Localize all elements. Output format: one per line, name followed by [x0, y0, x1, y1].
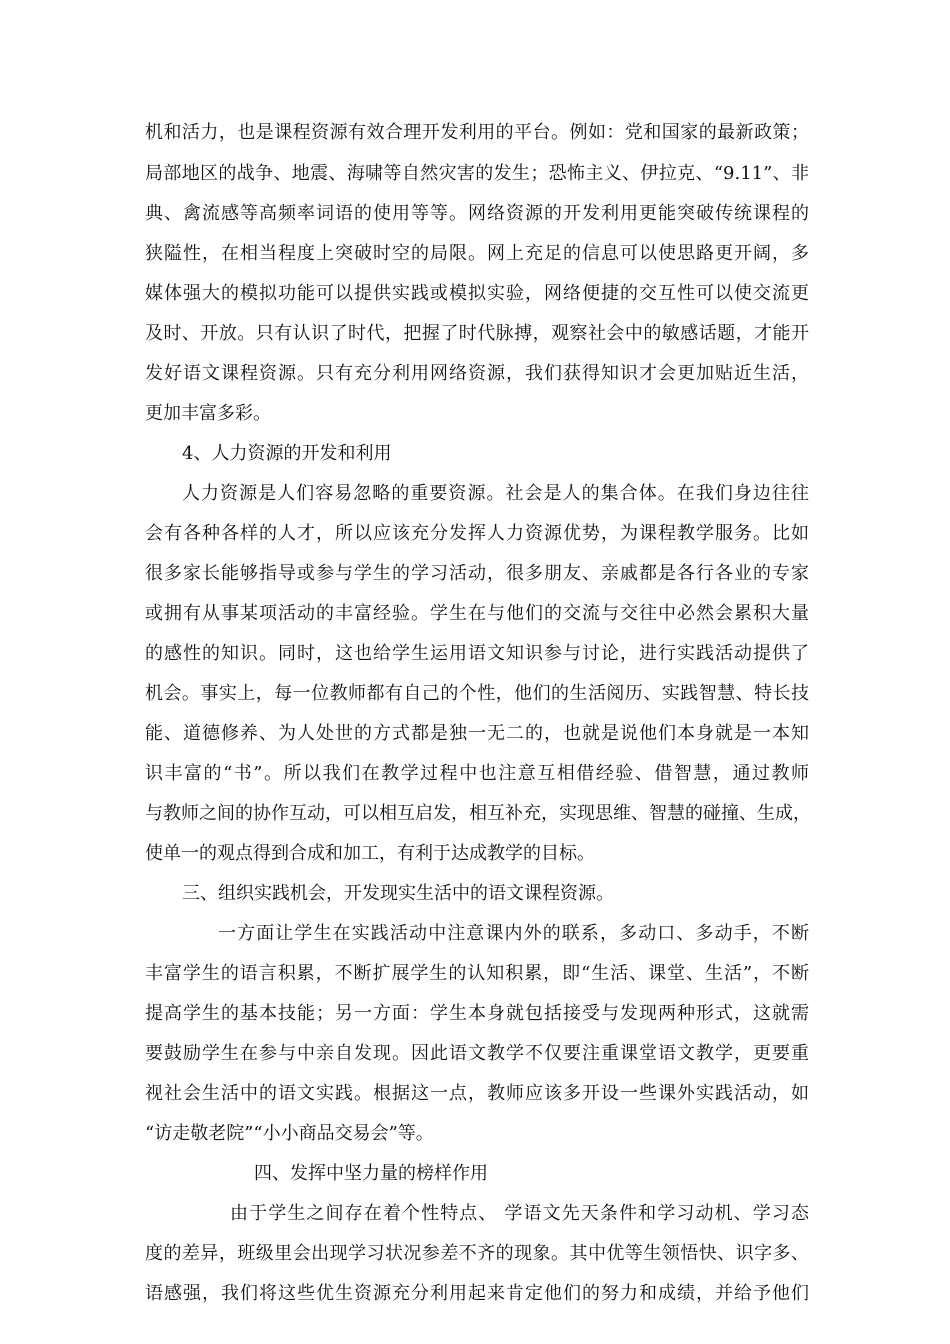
text-line: 人力资源是人们容易忽略的重要资源。社会是人的集合体。在我们身边往往 [182, 483, 809, 504]
section-heading: 三、组织实践机会，开发现实生活中的语文课程资源。 [182, 883, 614, 904]
text-line: “访走敬老院”“小小商品交易会”等。 [145, 1123, 434, 1144]
text-line: 或拥有从事某项活动的丰富经验。学生在与他们的交流与交往中必然会累积大量 [145, 603, 809, 624]
text-line: 要鼓励学生在参与中亲自发现。因此语文教学不仅要注重课堂语文教学，更要重 [145, 1043, 809, 1064]
text-line: 语感强，我们将这些优生资源充分利用起来肯定他们的努力和成绩，并给予他们 [145, 1283, 809, 1304]
text-line: 典、禽流感等高频率词语的使用等等。网络资源的开发利用更能突破传统课程的 [145, 203, 809, 224]
text-line: 狭隘性，在相当程度上突破时空的局限。网上充足的信息可以使思路更开阔，多 [145, 243, 809, 264]
text-line: 度的差异，班级里会出现学习状况参差不齐的现象。其中优等生领悟快、识字多、 [145, 1243, 809, 1264]
text-line: 与教师之间的协作互动，可以相互启发，相互补充，实现思维、智慧的碰撞、生成， [145, 803, 811, 824]
text-line: 局部地区的战争、地震、海啸等自然灾害的发生；恐怖主义、伊拉克、“9.11”、非 [145, 163, 809, 184]
text-line: 很多家长能够指导或参与学生的学习活动，很多朋友、亲戚都是各行各业的专家 [145, 563, 809, 584]
text-line: 由于学生之间存在着个性特点、 学语文先天条件和学习动机、学习态 [230, 1203, 809, 1224]
text-line: 提高学生的基本技能；另一方面：学生本身就包括接受与发现两种形式，这就需 [145, 1003, 809, 1024]
text-line: 识丰富的“书”。所以我们在教学过程中也注意互相借经验、借智慧，通过教师 [145, 763, 809, 784]
text-line: 会有各种各样的人才，所以应该充分发挥人力资源优势，为课程教学服务。比如 [145, 523, 809, 544]
text-line: 机和活力，也是课程资源有效合理开发利用的平台。例如：党和国家的最新政策； [145, 122, 809, 143]
section-heading: 4、人力资源的开发和利用 [182, 443, 392, 464]
text-line: 发好语文课程资源。只有充分利用网络资源，我们获得知识才会更加贴近生活， [145, 363, 809, 384]
text-line: 视社会生活中的语文实践。根据这一点，教师应该多开设一些课外实践活动，如 [145, 1083, 809, 1104]
text-line: 媒体强大的模拟功能可以提供实践或模拟实验，网络便捷的交互性可以使交流更 [145, 283, 809, 304]
section-heading: 四、发挥中坚力量的榜样作用 [254, 1163, 488, 1184]
text-line: 一方面让学生在实践活动中注意课内外的联系，多动口、多动手，不断 [218, 923, 809, 944]
text-line: 及时、开放。只有认识了时代，把握了时代脉搏，观察社会中的敏感话题，才能开 [145, 323, 809, 344]
text-line: 能、道德修养、为人处世的方式都是独一无二的，也就是说他们本身就是一本知 [145, 723, 809, 744]
text-line: 丰富学生的语言积累，不断扩展学生的认知积累，即“生活、课堂、生活”，不断 [145, 963, 809, 984]
text-line: 机会。事实上，每一位教师都有自己的个性，他们的生活阅历、实践智慧、特长技 [145, 683, 809, 704]
text-line: 的感性的知识。同时，这也给学生运用语文知识参与讨论，进行实践活动提供了 [145, 643, 809, 664]
text-line: 更加丰富多彩。 [145, 403, 271, 424]
text-line: 使单一的观点得到合成和加工，有利于达成教学的目标。 [145, 843, 595, 864]
